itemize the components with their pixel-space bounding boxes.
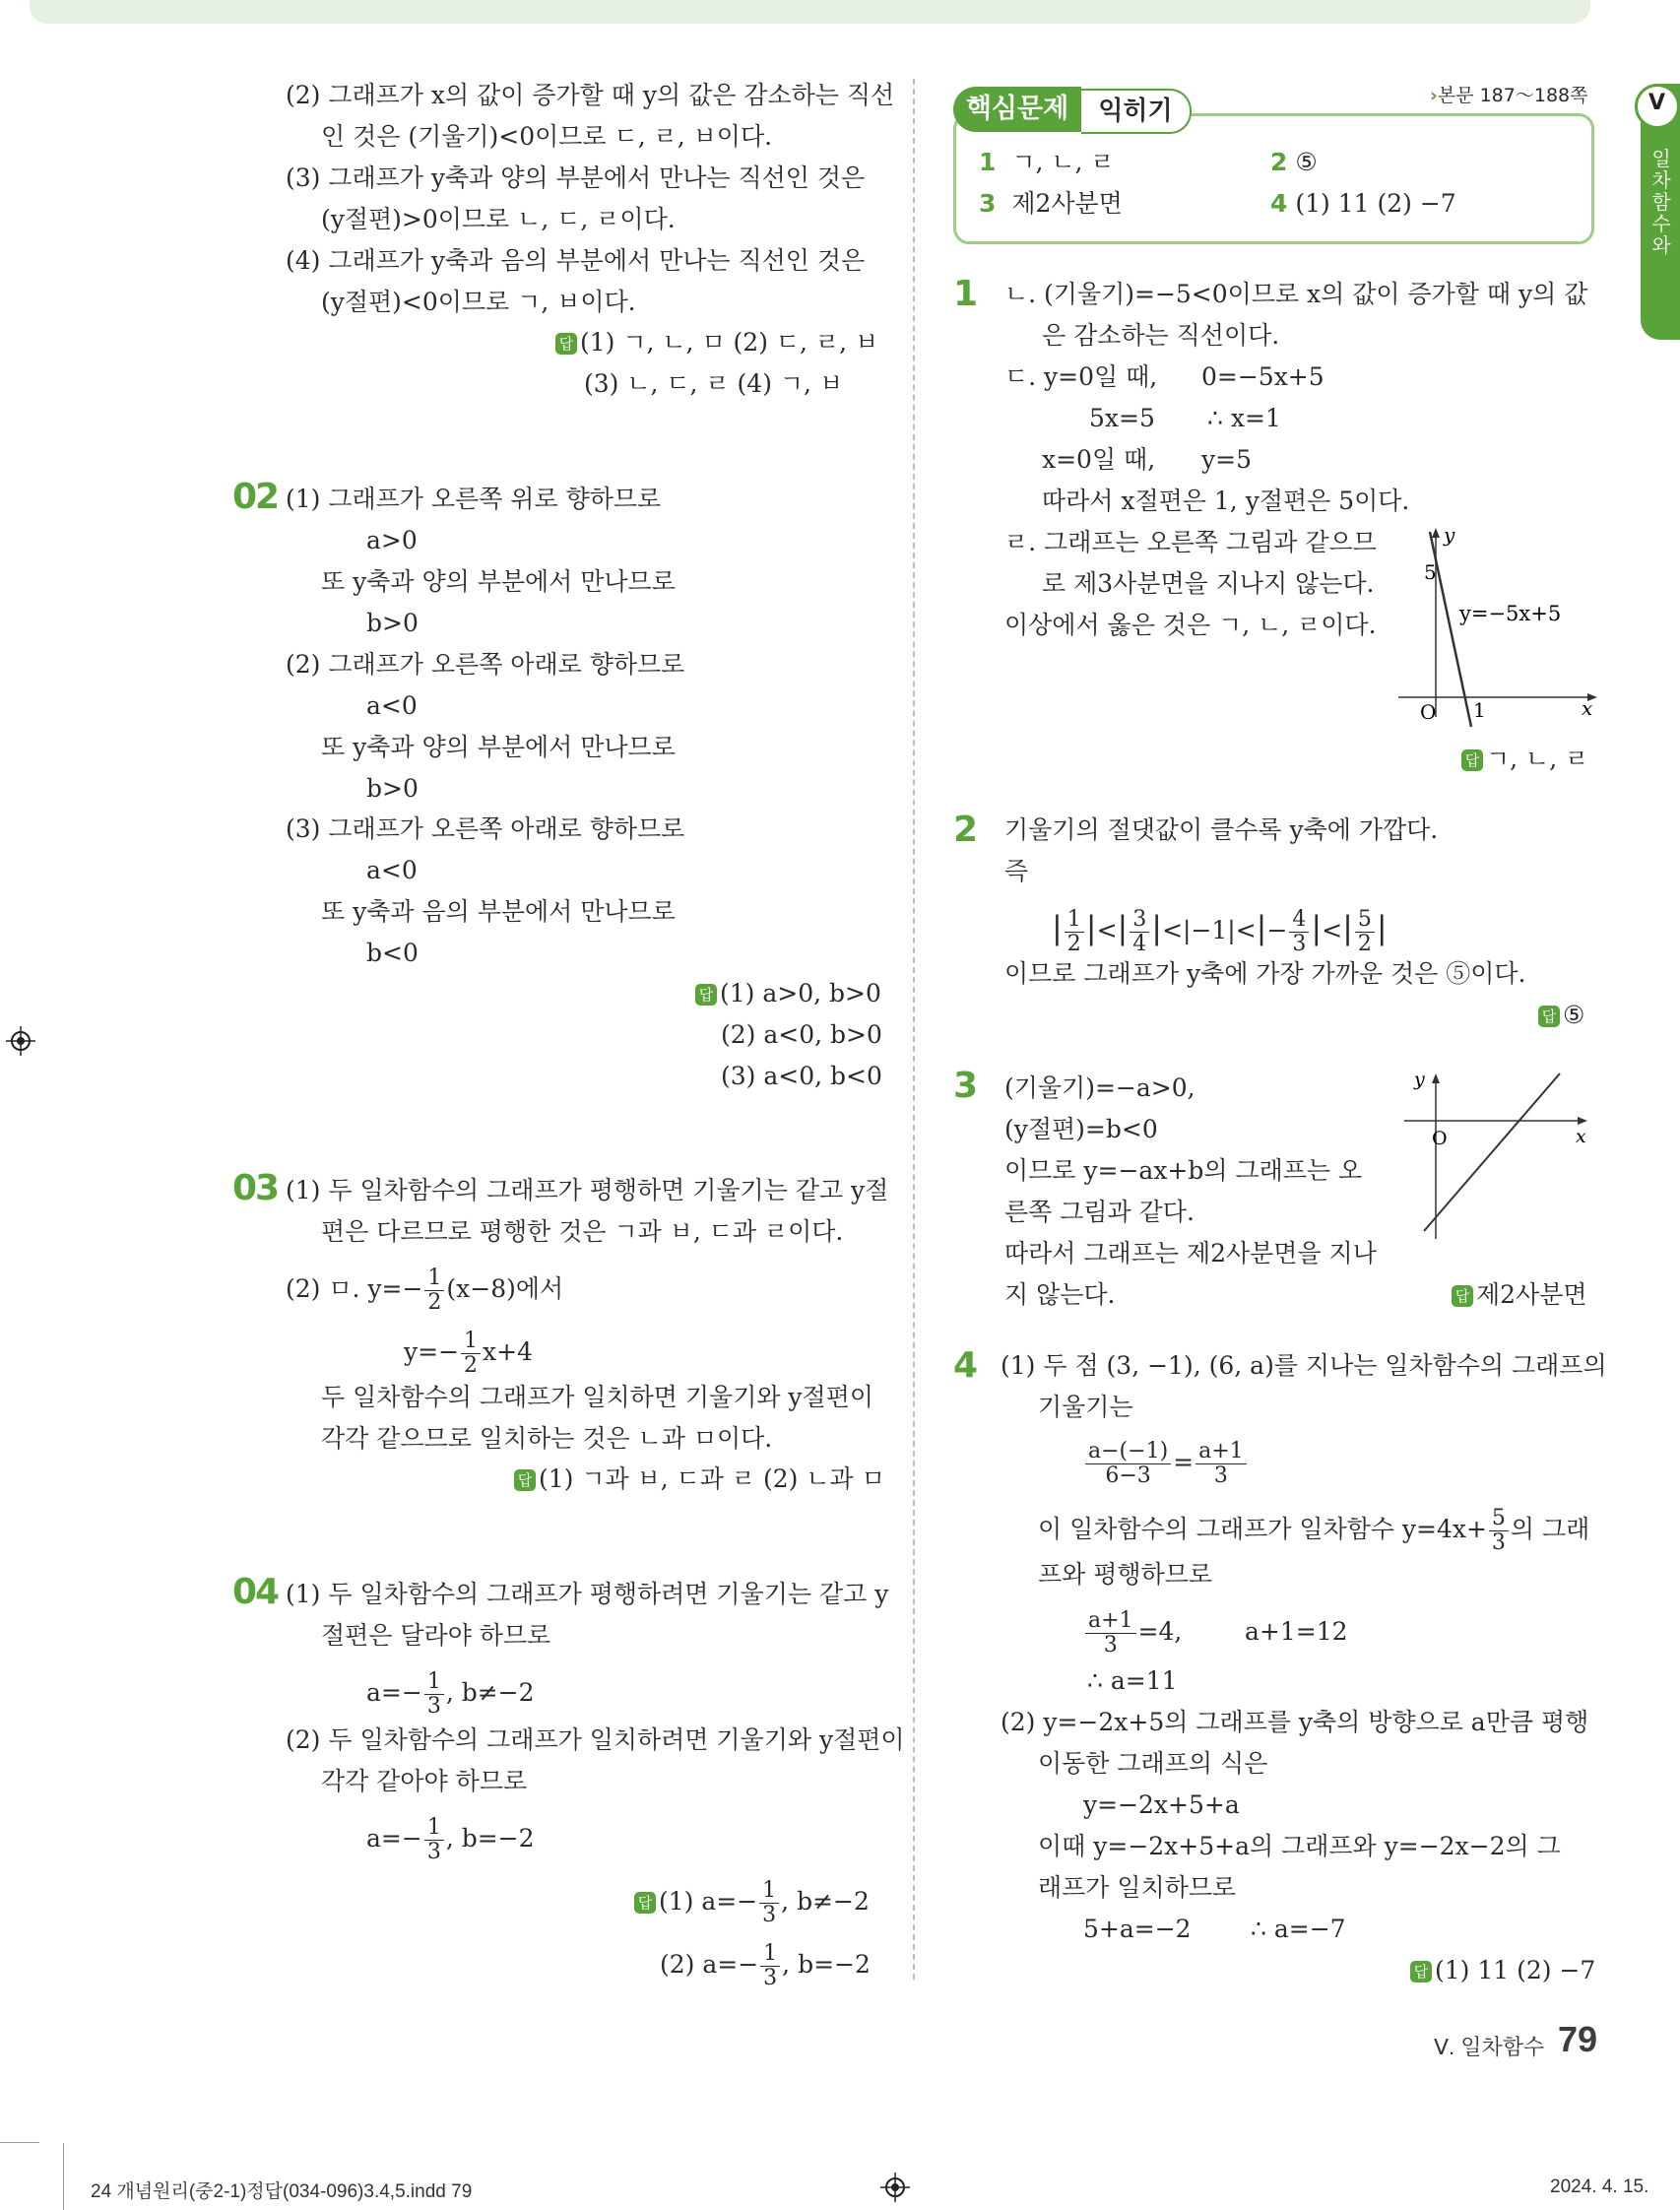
origin-label: O <box>1420 700 1437 724</box>
fraction: $\frac{a+1}{3}$ <box>1085 1609 1136 1658</box>
registration-mark-icon <box>6 1026 35 1056</box>
fraction: $\frac{1}{3}$ <box>424 1816 444 1864</box>
text-line: 은 감소하는 직선이다. <box>1042 321 1280 350</box>
text-line: 편은 다르므로 평행한 것은 ㄱ과 ㅂ, ㄷ과 ㄹ이다. <box>321 1217 844 1246</box>
text-line: 두 일차함수의 그래프가 일치하면 기울기와 y절편이 <box>321 1383 874 1411</box>
answer-icon: 답 <box>695 984 717 1006</box>
text-line: ㄴ. (기울기)=−5<0이므로 x의 값이 증가할 때 y의 값 <box>1004 280 1588 308</box>
text-line: (2) 두 일차함수의 그래프가 일치하려면 기울기와 y절편이 <box>286 1725 905 1754</box>
answer-line: 답 (1) 11 (2) −7 <box>1410 1954 1595 1987</box>
answer-line: 답 ㄱ, ㄴ, ㄹ <box>1461 743 1588 776</box>
text-line: $\frac{a+1}{3}$ =4, <box>1083 1603 1182 1660</box>
registration-mark-icon <box>880 2173 910 2202</box>
text-line: (2) 그래프가 x의 값이 증가할 때 y의 값은 감소하는 직선 <box>286 81 895 109</box>
text-line: 또 y축과 음의 부분에서 만나므로 <box>321 897 676 926</box>
text-line: (3) 그래프가 y축과 양의 부분에서 만나는 직선인 것은 <box>286 163 866 192</box>
x-arrow-icon <box>1578 1117 1587 1125</box>
fraction: $\frac{a+1}{3}$ <box>1195 1440 1247 1488</box>
text-line: 른쪽 그림과 같다. <box>1004 1198 1195 1226</box>
text-line: a+1=12 <box>1245 1617 1348 1646</box>
text-line: 인 것은 (기울기)<0이므로 ㄷ, ㄹ, ㅂ이다. <box>321 122 773 151</box>
chevron-right-icon: › <box>1430 85 1438 106</box>
y-label: y <box>1444 523 1455 547</box>
text-line: (2) y=−2x+5의 그래프를 y축의 방향으로 a만큼 평행 <box>1001 1708 1589 1736</box>
text-line: (1) 두 일차함수의 그래프가 평행하려면 기울기는 같고 y <box>286 1580 889 1608</box>
key-item: 3 제2사분면 <box>979 189 1123 218</box>
text-line: (1) 두 점 (3, −1), (6, a)를 지나는 일차함수의 그래프의 <box>1001 1351 1607 1380</box>
question-number: 4 <box>953 1345 977 1386</box>
text-line: ∴ a=−7 <box>1251 1915 1346 1943</box>
fraction: $\frac{5}{3}$ <box>1489 1507 1509 1555</box>
fraction: $\frac{4}{3}$ <box>1289 908 1309 956</box>
text-line: (2) 그래프가 오른쪽 아래로 향하므로 <box>286 650 685 679</box>
graph-line <box>1424 1073 1560 1231</box>
answer-line: (3) a<0, b<0 <box>721 1062 882 1090</box>
crop-line <box>63 2143 64 2210</box>
answer-icon: 답 <box>555 333 577 355</box>
answer-icon: 답 <box>1461 749 1483 771</box>
footer-date: 2024. 4. 15. <box>1550 2177 1649 2197</box>
text-line: 이동한 그래프의 식은 <box>1038 1749 1268 1778</box>
answer-line: (3) ㄴ, ㄷ, ㄹ (4) ㄱ, ㅂ <box>584 369 844 398</box>
answer-icon: 답 <box>634 1892 656 1914</box>
text-line: (기울기)=−a>0, <box>1004 1073 1195 1102</box>
x-intercept-label: 1 <box>1473 698 1486 722</box>
question-number: 03 <box>232 1168 279 1208</box>
text-line: x=0일 때, <box>1042 445 1156 474</box>
answer-icon: 답 <box>1538 1006 1560 1027</box>
question-number: 1 <box>953 274 977 314</box>
x-label: x <box>1576 1126 1586 1147</box>
text-line: (2) ㅁ. y=− $\frac{1}{2}$ (x−8)에서 <box>286 1266 564 1315</box>
page-reference: ›본문 187～188쪽 <box>1430 85 1588 106</box>
text-line: y=−2x+5+a <box>1083 1790 1240 1819</box>
text-line: ㄷ. y=0일 때, <box>1004 362 1158 391</box>
answer-line: 답 (1) ㄱ과 ㅂ, ㄷ과 ㄹ (2) ㄴ과 ㅁ <box>514 1462 885 1496</box>
fraction: $\frac{a-(-1)}{6-3}$ <box>1085 1440 1171 1488</box>
key-item: 1 ㄱ, ㄴ, ㄹ <box>979 148 1115 176</box>
footer-section: Ⅴ. 일차함수 <box>1434 2035 1545 2059</box>
y-arrow-icon <box>1432 528 1440 538</box>
text-line: 절편은 달라야 하므로 <box>321 1621 551 1650</box>
text-line: 즉 <box>1004 857 1029 885</box>
text-line: 래프가 일치하므로 <box>1038 1873 1237 1902</box>
text-line: 이 일차함수의 그래프가 일차함수 y=4x+ $\frac{5}{3}$ 의 그래 <box>1038 1506 1590 1555</box>
text-line: 따라서 그래프는 제2사분면을 지나 <box>1004 1239 1377 1268</box>
graph-q1 <box>1389 520 1605 727</box>
footer-filename: 24 개념원리(중2-1)정답(034-096)3.4,5.indd 79 <box>91 2181 473 2202</box>
text-line: 기울기의 절댓값이 클수록 y축에 가깝다. <box>1004 815 1439 844</box>
answer-line: 답 (1) ㄱ, ㄴ, ㅁ (2) ㄷ, ㄹ, ㅂ <box>555 326 878 359</box>
question-number: 02 <box>232 477 279 517</box>
text-line: (1) 그래프가 오른쪽 위로 향하므로 <box>286 485 662 513</box>
question-number: 3 <box>953 1066 977 1106</box>
text-line: (4) 그래프가 y축과 음의 부분에서 만나는 직선인 것은 <box>286 246 866 275</box>
key-item: 2 ⑤ <box>1270 148 1318 176</box>
fraction: $\frac{1}{2}$ <box>1065 908 1084 956</box>
chapter-roman: V <box>1648 91 1666 115</box>
text-line: 또 y축과 양의 부분에서 만나므로 <box>321 733 676 761</box>
text-line: 프와 평행하므로 <box>1038 1560 1212 1589</box>
text-line: 0=−5x+5 <box>1201 362 1325 391</box>
text-line: 지 않는다. <box>1004 1280 1116 1309</box>
text-line: ∴ x=1 <box>1207 404 1281 432</box>
graph-q3 <box>1398 1066 1595 1243</box>
text-line: y=− $\frac{1}{2}$ x+4 <box>404 1329 533 1378</box>
question-number: 04 <box>232 1572 279 1612</box>
text-line: 5+a=−2 <box>1083 1915 1192 1943</box>
text-line: b>0 <box>366 609 419 637</box>
answer-line: (2) a=− $\frac{1}{3}$ , b=−2 <box>660 1941 871 1990</box>
inequality-line: | $\frac{1}{2}$ |<| $\frac{3}{4}$ |<|−1|<|− $\frac{4}{3}$ |<| $\frac{5}{2}$ | <box>1052 907 1388 956</box>
origin-label: O <box>1432 1128 1448 1149</box>
text-line: 각각 같아야 하므로 <box>321 1767 528 1795</box>
text-line: (y절편)=b<0 <box>1004 1115 1158 1143</box>
text-line: 따라서 x절편은 1, y절편은 5이다. <box>1042 487 1410 515</box>
top-band <box>30 0 1590 24</box>
y-arrow-icon <box>1432 1073 1440 1083</box>
text-line: 이상에서 옳은 것은 ㄱ, ㄴ, ㄹ이다. <box>1004 611 1377 639</box>
answer-line: 답 ⑤ <box>1538 999 1584 1032</box>
text-line: b<0 <box>366 939 419 967</box>
fraction-line: $\frac{a-(-1)}{6-3}$ = $\frac{a+1}{3}$ <box>1083 1434 1249 1491</box>
answer-icon: 답 <box>1410 1961 1432 1982</box>
fraction: $\frac{1}{3}$ <box>424 1670 444 1719</box>
fraction: $\frac{1}{3}$ <box>759 1879 779 1927</box>
fraction: $\frac{3}{4}$ <box>1130 908 1149 956</box>
section-subtitle: 익히기 <box>1081 89 1192 134</box>
answer-icon: 답 <box>514 1469 536 1491</box>
crop-line <box>0 2142 39 2143</box>
x-label: x <box>1582 696 1593 720</box>
text-line: (y절편)<0이므로 ㄱ, ㅂ이다. <box>321 288 636 316</box>
fraction: $\frac{5}{2}$ <box>1355 908 1375 956</box>
text-line: a<0 <box>366 691 418 720</box>
text-line: y=5 <box>1201 445 1252 474</box>
chapter-side-label: 일차함수와 <box>1651 147 1671 257</box>
answer-line: 답 제2사분면 <box>1452 1278 1587 1312</box>
fraction: $\frac{1}{2}$ <box>461 1330 481 1378</box>
text-line: ㄹ. 그래프는 오른쪽 그림과 같으므 <box>1004 528 1377 556</box>
text-line: 5x=5 <box>1089 404 1155 432</box>
section-title: 핵심문제 <box>953 87 1081 132</box>
column-divider <box>913 79 915 1980</box>
text-line: 이때 y=−2x+5+a의 그래프와 y=−2x−2의 그 <box>1038 1832 1561 1860</box>
text-line: 이므로 그래프가 y축에 가장 가까운 것은 ⑤이다. <box>1004 959 1526 988</box>
text-line: (1) 두 일차함수의 그래프가 평행하면 기울기는 같고 y절 <box>286 1176 889 1204</box>
text-line: 로 제3사분면을 지나지 않는다. <box>1042 569 1375 598</box>
text-line: (3) 그래프가 오른쪽 아래로 향하므로 <box>286 814 685 843</box>
page-number: 79 <box>1558 2019 1598 2059</box>
text-line: a=− $\frac{1}{3}$ , b≠−2 <box>366 1669 535 1719</box>
text-line: 또 y축과 양의 부분에서 만나므로 <box>321 567 676 596</box>
graph-equation: y=−5x+5 <box>1459 602 1562 625</box>
answer-line: 답 (1) a=− $\frac{1}{3}$ , b≠−2 <box>634 1879 870 1927</box>
text-line: b>0 <box>366 774 419 803</box>
key-item: 4 (1) 11 (2) −7 <box>1270 189 1456 218</box>
text-line: a<0 <box>366 856 418 884</box>
text-line: 이므로 y=−ax+b의 그래프는 오 <box>1004 1156 1363 1185</box>
answer-icon: 답 <box>1452 1285 1473 1307</box>
text-line: ∴ a=11 <box>1087 1666 1178 1695</box>
question-number: 2 <box>953 810 977 850</box>
y-label: y <box>1414 1069 1425 1090</box>
text-line: a=− $\frac{1}{3}$ , b=−2 <box>366 1815 535 1864</box>
answer-line: 답 (1) a>0, b>0 <box>695 977 881 1010</box>
text-line: (y절편)>0이므로 ㄴ, ㄷ, ㄹ이다. <box>321 205 676 233</box>
text-line: 기울기는 <box>1038 1393 1133 1421</box>
text-line: a>0 <box>366 526 418 554</box>
fraction: $\frac{1}{2}$ <box>424 1267 444 1315</box>
y-intercept-label: 5 <box>1424 560 1437 584</box>
text-line: 각각 같으므로 일치하는 것은 ㄴ과 ㅁ이다. <box>321 1424 773 1453</box>
fraction: $\frac{1}{3}$ <box>760 1942 780 1990</box>
answer-line: (2) a<0, b>0 <box>721 1020 882 1049</box>
